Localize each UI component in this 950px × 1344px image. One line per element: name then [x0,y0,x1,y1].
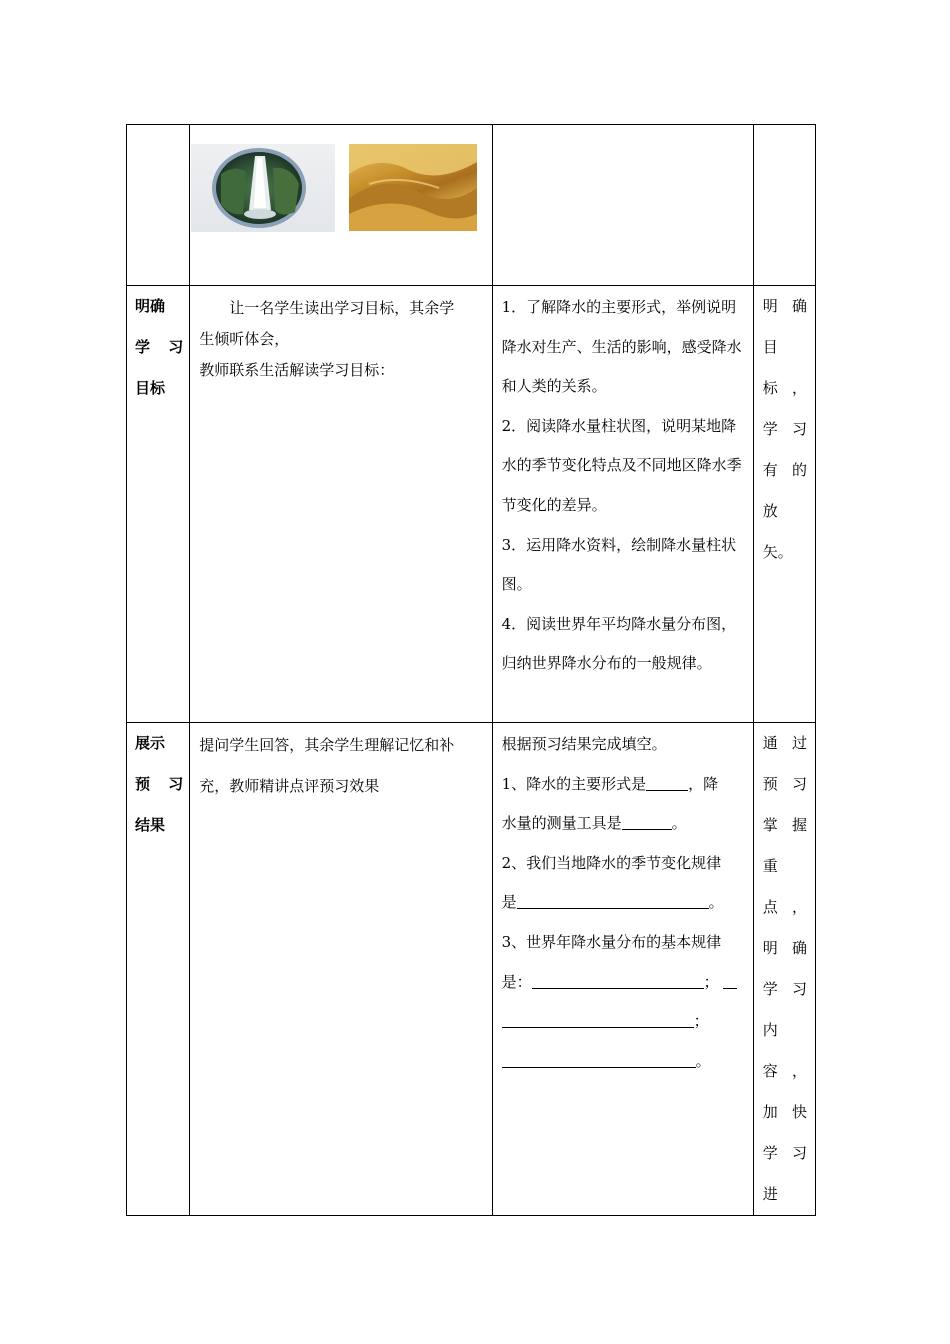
question-2: 2、我们当地降水的季节变化规律 是 。 [501,853,724,912]
question-3: 3、世界年降水量分布的基本规律 是： ； ； 。 [502,923,745,1081]
goals-stage-cell [127,286,190,723]
preview-row [127,723,816,1216]
answer-blank[interactable] [502,1051,696,1068]
goal-item: 4．阅读世界年平均降水量分布图，归纳世界降水分布的一般规律。 [501,614,737,673]
note-line: 学 习 [762,420,807,438]
note-line: 标 ， [762,379,807,397]
note-line: 目 [762,338,778,356]
question-1: 1、降水的主要形式是 ，降 水量的测量工具是 。 [501,774,719,833]
teacher-line: 教师联系生活解读学习目标： [199,361,395,379]
preview-note-cell [753,723,815,1216]
note-line: 进 [762,1185,778,1203]
note-line: 有 的 [762,461,807,479]
stage-line: 明确 [135,297,166,315]
desert-dunes-photo [349,144,477,231]
goals-student-cell [492,286,753,723]
answer-blank[interactable] [723,972,737,989]
stage-line: 目标 [135,379,166,397]
image-row-stage-cell [127,125,190,286]
stage-line: 展示 [135,734,166,752]
note-line: 掌 握 [762,816,807,834]
fill-intro: 根据预习结果完成填空。 [501,735,667,753]
image-cell [190,125,492,286]
answer-blank[interactable] [502,1011,694,1028]
stage-line: 学 习 [135,338,184,356]
image-row-note-cell [753,125,815,286]
goals-note-cell [753,286,815,723]
note-line: 预 习 [762,775,807,793]
image-row [127,125,816,286]
preview-stage-cell [127,723,190,1216]
lesson-plan-table [126,124,816,1216]
note-line: 通 过 [762,734,807,752]
goal-item: 3．运用降水资料，绘制降水量柱状图。 [501,535,737,594]
goal-item: 2．阅读降水量柱状图，说明某地降水的季节变化特点及不同地区降水季节变化的差异。 [501,416,742,514]
image-row-student-cell [492,125,753,286]
note-line: 学 习 [762,980,807,998]
note-line: 明 确 [762,939,807,957]
note-line: 容 ， [762,1062,807,1080]
note-line: 明 确 [762,297,807,315]
teacher-line: 生倾听体会， [199,330,290,348]
note-line: 内 [762,1021,778,1039]
preview-student-cell [492,723,753,1216]
note-line: 重 [762,857,778,875]
note-line: 加 快 [762,1103,807,1121]
teacher-text: 提问学生回答，其余学生理解记忆和补充，教师精讲点评预习效果 [199,736,455,795]
answer-blank[interactable] [622,813,672,830]
answer-blank[interactable] [517,892,709,909]
goals-row [127,286,816,723]
goals-teacher-cell [190,286,492,723]
teacher-line: 让一名学生读出学习目标，其余学 [229,299,455,317]
note-line: 学 习 [762,1144,807,1162]
note-line: 矢。 [762,543,793,561]
answer-blank[interactable] [646,774,688,791]
note-line: 放 [762,502,778,520]
goal-item: 1．了解降水的主要形式，举例说明降水对生产、生活的影响，感受降水和人类的关系。 [501,298,742,396]
preview-teacher-cell [190,723,492,1216]
note-line: 点 ， [762,898,807,916]
stage-line: 结果 [135,816,166,834]
waterfall-photo [191,144,335,232]
stage-line: 预 习 [135,775,184,793]
answer-blank[interactable] [532,972,704,989]
